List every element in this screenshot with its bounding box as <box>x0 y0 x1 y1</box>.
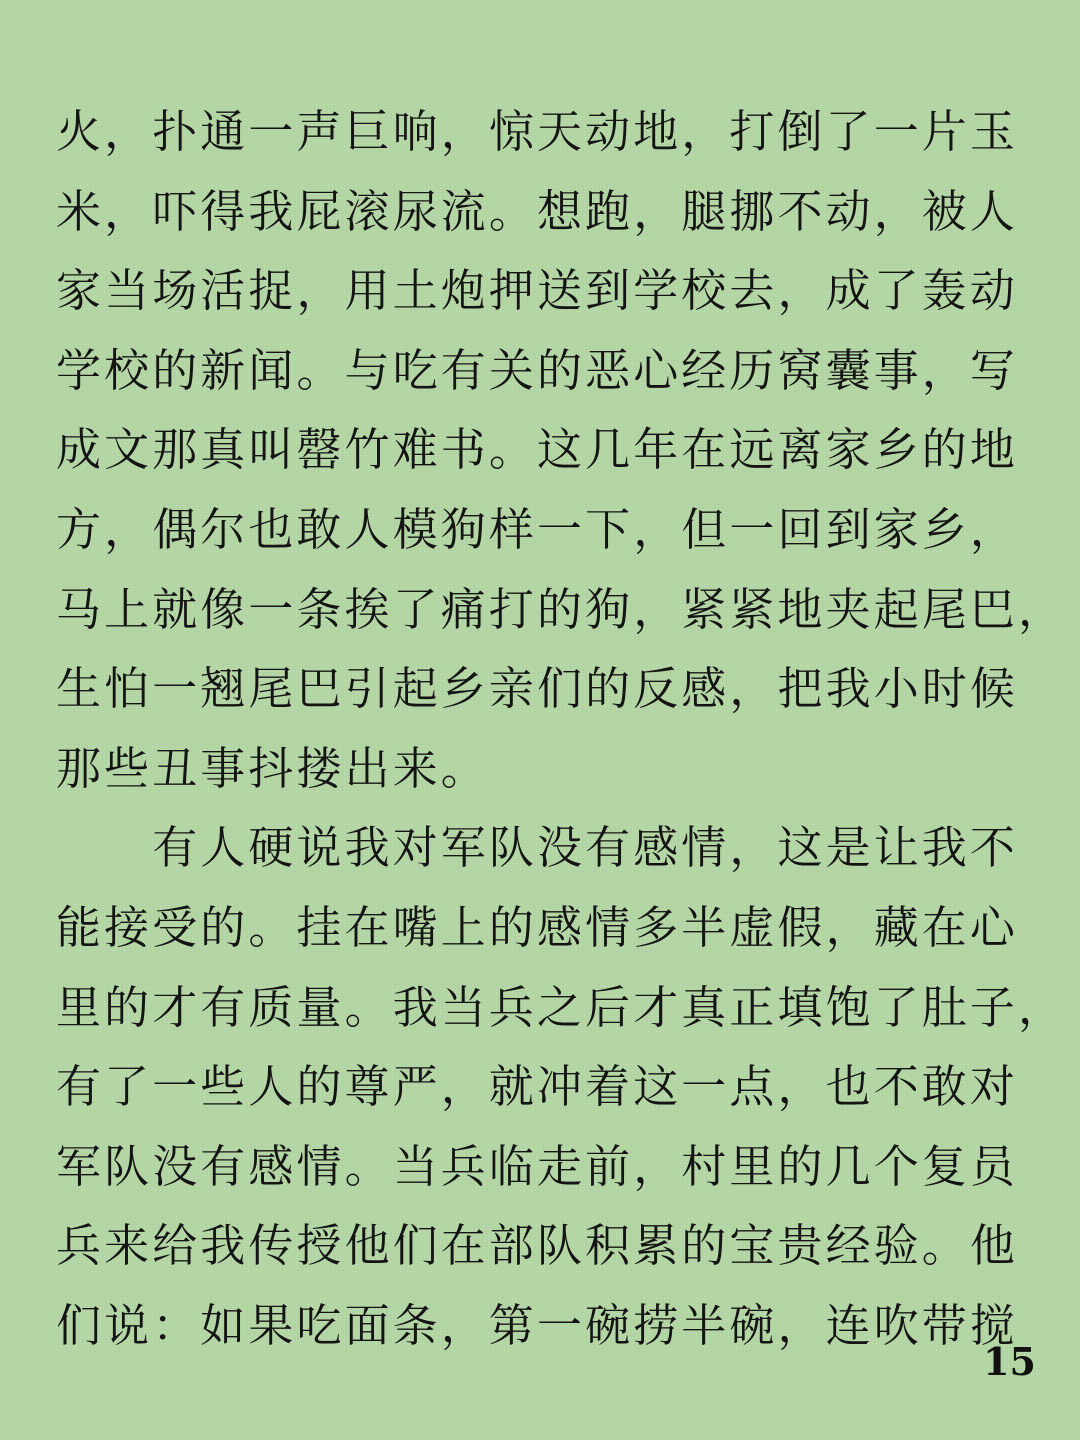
text-line: 米，吓得我屁滚尿流。想跑，腿挪不动，被人 <box>56 184 1019 238</box>
text-line: 那些丑事抖搂出来。 <box>56 741 489 795</box>
text-line: 方，偶尔也敢人模狗样一下，但一回到家乡， <box>56 502 1019 556</box>
text-line: 军队没有感情。当兵临走前，村里的几个复员 <box>56 1139 1019 1193</box>
text-line: 成文那真叫罄竹难书。这几年在远离家乡的地 <box>56 423 1019 477</box>
text-line: 学校的新闻。与吃有关的恶心经历窝囊事，写 <box>56 343 1019 397</box>
text-line: 生怕一翘尾巴引起乡亲们的反感，把我小时候 <box>56 662 1019 716</box>
body-text <box>56 92 1067 1366</box>
text-line: 有人硬说我对军队没有感情，这是让我不 <box>56 821 1019 875</box>
text-line: 兵来给我传授他们在部队积累的宝贵经验。他 <box>56 1219 1019 1273</box>
text-line: 里的才有质量。我当兵之后才真正填饱了肚子， <box>56 980 1067 1034</box>
text-line: 们说：如果吃面条，第一碗捞半碗，连吹带搅 <box>56 1298 1019 1352</box>
text-line: 家当场活捉，用土炮押送到学校去，成了轰动 <box>56 264 1019 318</box>
text-line: 马上就像一条挨了痛打的狗，紧紧地夹起尾巴， <box>56 582 1067 636</box>
text-line: 火，扑通一声巨响，惊天动地，打倒了一片玉 <box>56 105 1019 158</box>
text-line: 能接受的。挂在嘴上的感情多半虚假，藏在心 <box>56 900 1019 954</box>
page-number: 15 <box>983 1339 1036 1384</box>
text-line: 有了一些人的尊严，就冲着这一点，也不敢对 <box>56 1060 1019 1114</box>
